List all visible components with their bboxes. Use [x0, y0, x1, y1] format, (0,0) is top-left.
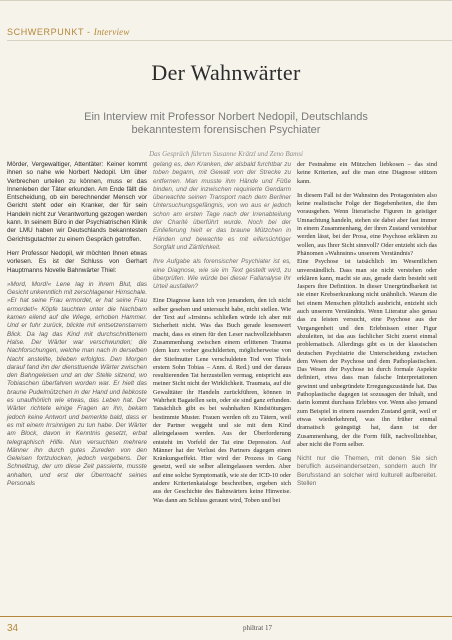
journal-name: philtrat 17 [243, 624, 272, 632]
section-sublabel: Interview [93, 27, 130, 37]
column-1 [7, 161, 147, 488]
interview-question: In diesem Fall ist der Wahnsinn des Protagonisten also keine realistische Folge der Begebenheiten, die ihm vorausgehen. Wenn literarische Figuren in geistiger Umnachtung handeln, stehen sie dabei aber fast immer in einem Zusammenhang, der ihren Zustand verstehbar werden lässt, bei der Prosa, eine Psychose erklären zu wollen, aus Ihrer Sicht sinnvoll? Oder entzieht sich das Phänomen »Wahnsinn« unserem Verständnis? [297, 191, 437, 257]
top-rule [0, 0, 452, 1]
interview-question: Ihre Aufgabe als forensischer Psychiater ist es, eine Diagnose, wie sie im Text gestellt wird, zu überprüfen. Wie würde bei dieser Fallanalyse Ihr Urteil ausfallen? [153, 258, 291, 291]
section-label: SCHWERPUNKT - [7, 27, 94, 37]
footer-rule [0, 616, 452, 617]
article-subtitle: Ein Interview mit Professor Norbert Nedopil, Deutschlands bekanntestem forensischen Psychiater [84, 111, 368, 136]
interview-question: Herr Professor Nedopil, wir möchten Ihnen etwas vorlesen. Es ist der Schluss von Gerhart Hauptmanns Novelle Bahnwärter Thiel: [7, 249, 147, 274]
intro-paragraph: Mörder, Vergewaltiger, Attentäter: Keiner kommt ihnen so nahe wie Norbert Nedopil. Um über Verbrechen urteilen zu können, muss er das Innenleben der Täter erkunden. Am Ende fällt die Entscheidung, ob ein berechnender Mensch vor Gericht steht oder ein Kranker, der für sein Handeln nicht zur Verantwortung gezogen werden kann. In seinem Büro in der Psychiatrischen Klinik der LMU haben wir Deutschlands bekanntesten Gerichtsgutachter zu einem Gespräch getroffen. [7, 161, 147, 243]
interview-question: Nicht nur die Themen, mit denen Sie sich beruflich auseinandersetzen, sondern auch Ihr Berufsstand an solcher wird kulturell aufbereitet. Stellen [297, 455, 437, 487]
article-byline: Das Gespräch führten Susanne Krätzl und Zeno Bamsi [149, 150, 303, 158]
interview-answer: Eine Diagnose kann ich von jemandem, den ich nicht selber gesehen und untersucht habe, nicht stellen. Wie der Text auf »Irrsinn« schließen würde ich aber mit Sicherheit nicht. Was das Buch gerade lesenswert macht, dass es einen für den Leser nachvollziehbaren Zusammenhang zwischen einem erlittenen Trauma (dem kurz vorher geschilderten, möglicherweise von der Stiefmutter Lene verschuldeten Tod von Thiels erstem Sohn Tobias – Anm. d. Red.) und der daraus resultierenden Tat herzustellen vermag, entspricht aus meiner Sicht nicht der Wirklichkeit. Traumata, auf die Gewalttäter ihr Handeln zurückführen, können in Wahrheit Bagatellen sein, oder sie sind ganz erfunden. Tatsächlich gibt es bei wahnhaften Kindstötungen bestimmte Muster. Frauen werden oft zu Tätern, weil der Partner weggeht und sie mit dem Kind alleingelassen werden. Aus der Überforderung entsteht im Vorfeld der Tat eine Depression. Auf Männer hat der Verlust des Partners dagegen einen Kränkungseffekt. Hier wird der Prozess in Gang gesetzt, weil sie selber alleingelassen werden. Aber auf eine solche Symptomatik, wie sie der ICD-10 oder andere Kriterienkataloge beschreiben, ergeben sich aus der Geschichte des Bahnwärters keine Hinweise. Was dann am Schluss geraunt wird, Toben und bei [153, 297, 291, 504]
novel-quote: »Mord, Mord!« Lene lag in ihrem Blut, das Gesicht unkenntlich mit zerschlagener Hirnschale. »Er hat seine Frau ermordet, er hat seine Frau ermordet!« Köpfe tauchten unter die Nachbarn kamen eilend auf die Wiege, erhoben Hammer. Und er fuhr zurück, blickte mit entsetzenstarrem Blick. Da lag das Kind mit durchschnittenem Halse. Der Wärter war verschwunden; die Nachforschungen, welche man nach in derselben Nacht anstellte, blieben erfolglos. Den Morgen darauf fand ihn der diensttuende Wärter zwischen den Bahngeleisen und an der Stelle sitzend, wo Tobiaschen überfahren worden war. Er hielt das braune Pudelmützchen in der Hand und liebkoste es unaufhörlich wie etwas, das Leben hat. Der Wärter richtete einige Fragen an ihn, bekam jedoch keine Antwort und bemerkte bald, dass er es mit einem Irrsinnigen zu tun habe. Der Wärter am Block, davon in Kenntnis gesetzt, erbat telegraphisch Hilfe. Nun versuchten mehrere Männer ihn durch gutes Zureden von den Geleisen fortzulocken, jedoch vergebens. Der Schnellzug, der um diese Zeit passierte, musste anhalten, und erst der Übermacht seines Personals [7, 280, 147, 487]
column-2 [153, 161, 291, 505]
interview-answer-continued: der Festnahme ein Mützchen liebkosen – das sind keine Kriterien, auf die man eine Diagnose stützen kann. [297, 161, 437, 185]
article-title: Der Wahnwärter [151, 60, 301, 85]
interview-answer: Eine Psychose ist tatsächlich im Wesentlichen unverständlich. Dass man sie nicht verstehen oder erklären kann, macht sie aus, gerade darin besteht seit Jaspers ihre Definition. In dieser Unergründbarkeit ist sie einer Krebserkrankung nicht unähnlich. Warum die bei einem Menschen plötzlich ausbricht, entzieht sich auch unserem Verständnis. Wenn Literatur also genau das zu leisten versucht, eine Psychose aus der Vergangenheit und den Erlebnissen einer Figur abzuleiten, ist das aus fachlicher Sicht zuerst einmal problematisch. Allerdings gibt es in der klassischen deutschen Psychiatrie die Unterscheidung zwischen dem Wesen der Psychose und dem Pathoplastischen. Das Wesen der Psychose ist durch formale Aspekte definiert, etwa dass man falsche Interpretationen gewinnt und unbegründete Erregungszustände hat. Das Pathoplastische dagegen ist sozusagen der Inhalt, und darin kommt durchaus Erlebtes vor. Wenn also jemand zum Beispiel in einem rasenden Zustand gerät, weil er etwas wiederkehrend, was ihn früher einmal dramatisch geängstigt hat, dann ist der Zusammenhang, der die Form füllt, nachvollziehbar, aber nicht die Form selber. [297, 258, 437, 448]
section-header [7, 27, 130, 37]
page-number: 34 [7, 623, 19, 634]
column-3 [297, 161, 437, 488]
novel-quote-continued: gelang es, den Kranken, der alsbald furchtbar zu toben begann, mit Gewalt von der Strecke zu entfernen. Man musste ihm Hände und Füße binden, und der inzwischen requirierte Gendarm überwachte seinen Transport nach dem Berliner Untersuchungsgefängnis, von wo aus er jedoch schon am ersten Tage nach der Irrenabteilung der Charité überführt wurde. Noch bei der Einlieferung hielt er das braune Mützchen in Händen und bewachte es mit eifersüchtiger Sorgfalt und Zärtlichkeit. [153, 161, 291, 251]
section-rule [7, 40, 452, 41]
